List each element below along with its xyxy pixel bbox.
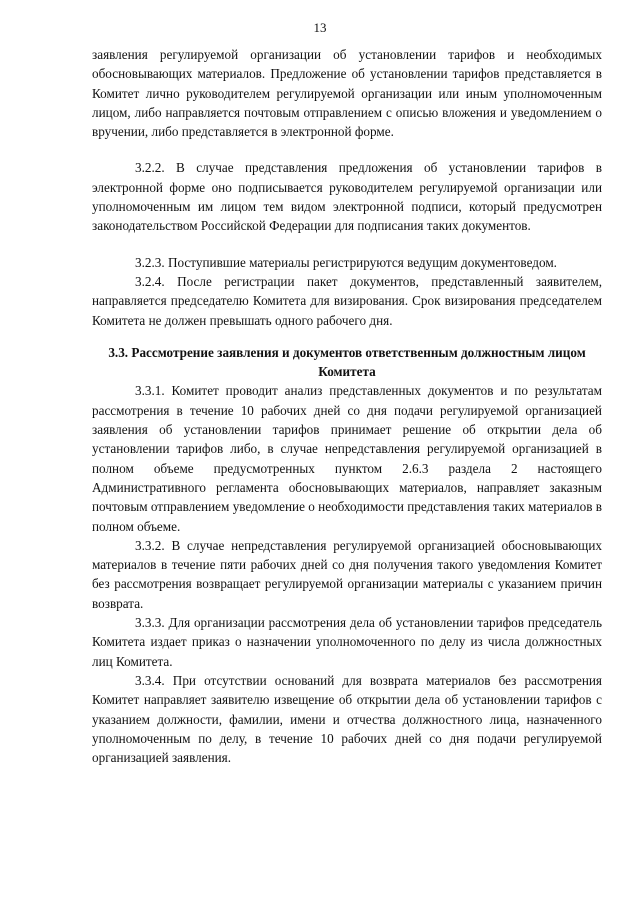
paragraph-3-3-1: 3.3.1. Комитет проводит анализ представленных документов и по результатам рассмотрения в течение 10 рабочих дней со дня подачи регулируемой организацией заявления об установлении тарифов принимает решение об открытии дела об установлении тарифов либо, в случае непредставления регулируемой организацией в полном объеме предусмотренных пунктом 2.6.3 раздела 2 настоящего Административного регламента обосновывающих материалов, направляет заказным почтовым отправлением уведомление о необходимости представления таких материалов в полном объеме. (92, 383, 602, 534)
section-heading-3-3: 3.3. Рассмотрение заявления и документов ответственным должностным лицом Комитета (108, 344, 586, 380)
paragraph-3-3-4: 3.3.4. При отсутствии оснований для возврата материалов без рассмотрения Комитет направляет заявителю извещение об открытии дела об установлении тарифов с указанием должности, фамилии, имени и отчества должностного лица, назначенного уполномоченным по делу, в течение 10 рабочих дней со дня подачи регулируемой организацией заявления. (92, 672, 602, 766)
document-body (92, 45, 602, 767)
paragraph-3-3-3: 3.3.3. Для организации рассмотрения дела об установлении тарифов председатель Комитета издает приказ о назначении уполномоченного по делу из числа должностных лиц Комитета. (92, 615, 602, 669)
paragraph-3-3-2: 3.3.2. В случае непредставления регулируемой организацией обосновывающих материалов в течение пяти рабочих дней со дня получения такого уведомления Комитет без рассмотрения возвращает регулируемой организации материалы с указанием причин возврата. (92, 537, 602, 611)
paragraph-3-2-3: 3.2.3. Поступившие материалы регистрируются ведущим документоведом. (135, 254, 557, 270)
page-number: 13 (313, 20, 327, 35)
paragraph-submission-methods: заявления регулируемой организации об установлении тарифов и необходимых обосновывающих материалов. Предложение об установлении тарифов представляется в Комитет лично руководителем регулируемой организации или иным уполномоченным лицом, либо направляется почтовым отправлением с описью вложения и уведомлением о вручении, либо представляется в электронной форме. (92, 47, 602, 140)
paragraph-3-2-4: 3.2.4. После регистрации пакет документов, представленный заявителем, направляется председателю Комитета для визирования. Срок визирования председателем Комитета не должен превышать одного рабочего дня. (92, 273, 602, 328)
paragraph-3-2-2: 3.2.2. В случае представления предложения об установлении тарифов в электронной форме оно подписывается руководителем регулируемой организации или уполномоченным им лицом тем видом электронной подписи, который предусмотрен законодательством Российской Федерации для подписания таких документов. (92, 160, 602, 234)
